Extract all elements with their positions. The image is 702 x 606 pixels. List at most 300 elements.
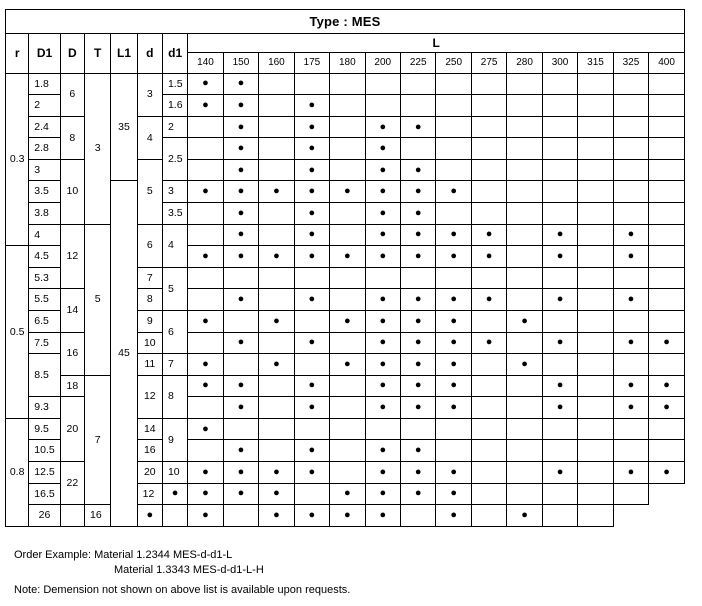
empty-cell: [471, 505, 506, 527]
empty-cell: [578, 203, 613, 225]
available-dot: ●: [223, 116, 258, 138]
empty-cell: [649, 310, 685, 332]
available-dot: ●: [436, 483, 471, 505]
available-dot: ●: [613, 332, 648, 354]
available-dot: ●: [436, 224, 471, 246]
length-header: 175: [294, 53, 329, 73]
empty-cell: [613, 181, 648, 203]
d1-sub-cell: 1.5: [162, 73, 187, 95]
available-dot: ●: [542, 332, 577, 354]
d-cell: 9: [137, 310, 162, 332]
available-dot: ●: [542, 397, 577, 419]
empty-cell: [613, 483, 648, 505]
empty-cell: [436, 95, 471, 117]
empty-cell: [578, 375, 613, 397]
available-dot: ●: [294, 203, 329, 225]
table-row: [6, 73, 685, 95]
empty-cell: [223, 310, 258, 332]
header-l: L: [188, 34, 685, 53]
available-dot: ●: [365, 138, 400, 160]
empty-cell: [188, 138, 223, 160]
empty-cell: [507, 73, 542, 95]
empty-cell: [507, 418, 542, 440]
available-dot: ●: [507, 354, 542, 376]
available-dot: ●: [401, 159, 436, 181]
available-dot: ●: [471, 289, 506, 311]
empty-cell: [578, 310, 613, 332]
empty-cell: [259, 397, 294, 419]
available-dot: ●: [649, 332, 685, 354]
empty-cell: [542, 440, 577, 462]
d1-cell: 3: [29, 159, 60, 181]
available-dot: ●: [365, 203, 400, 225]
header-d1: d1: [162, 34, 187, 73]
empty-cell: [578, 289, 613, 311]
L1-cell: 35: [111, 73, 137, 181]
available-dot: ●: [436, 246, 471, 268]
empty-cell: [578, 332, 613, 354]
available-dot: ●: [223, 138, 258, 160]
empty-cell: [613, 203, 648, 225]
available-dot: ●: [294, 397, 329, 419]
available-dot: ●: [365, 181, 400, 203]
available-dot: ●: [401, 246, 436, 268]
available-dot: ●: [330, 483, 365, 505]
empty-cell: [259, 224, 294, 246]
d1-cell: 2.4: [29, 116, 60, 138]
empty-cell: [649, 159, 685, 181]
available-dot: ●: [613, 375, 648, 397]
d-cell: 5: [137, 159, 162, 224]
available-dot: ●: [137, 505, 162, 527]
available-dot: ●: [162, 483, 187, 505]
length-header: 200: [365, 53, 400, 73]
d1-cell: 16.5: [29, 483, 60, 505]
available-dot: ●: [436, 289, 471, 311]
available-dot: ●: [223, 246, 258, 268]
empty-cell: [649, 138, 685, 160]
empty-cell: [507, 224, 542, 246]
empty-cell: [649, 440, 685, 462]
empty-cell: [471, 375, 506, 397]
d-cell: 4: [137, 116, 162, 159]
empty-cell: [436, 73, 471, 95]
empty-cell: [365, 95, 400, 117]
available-dot: ●: [294, 461, 329, 483]
empty-cell: [259, 159, 294, 181]
available-dot: ●: [294, 159, 329, 181]
d1-sub-cell: 2.5: [162, 138, 187, 181]
d1-sub-cell: 16: [85, 505, 111, 527]
available-dot: ●: [401, 332, 436, 354]
length-header: 400: [649, 53, 685, 73]
d1-cell: 7.5: [29, 332, 60, 354]
available-dot: ●: [259, 181, 294, 203]
D-cell: 16: [60, 332, 84, 375]
d-cell: 3: [137, 73, 162, 116]
empty-cell: [578, 159, 613, 181]
available-dot: ●: [401, 289, 436, 311]
empty-cell: [365, 418, 400, 440]
available-dot: ●: [401, 224, 436, 246]
empty-cell: [471, 73, 506, 95]
empty-cell: [330, 73, 365, 95]
empty-cell: [542, 73, 577, 95]
available-dot: ●: [401, 203, 436, 225]
empty-cell: [471, 203, 506, 225]
d-cell: 20: [137, 461, 162, 483]
available-dot: ●: [223, 181, 258, 203]
d1-cell: 5.3: [29, 267, 60, 289]
D-cell: 10: [60, 159, 84, 224]
available-dot: ●: [436, 181, 471, 203]
empty-cell: [436, 418, 471, 440]
D-cell: 20: [60, 397, 84, 462]
order-example-line-1: [14, 549, 232, 561]
empty-cell: [613, 159, 648, 181]
empty-cell: [330, 267, 365, 289]
available-dot: ●: [365, 483, 400, 505]
d1-cell: 4.5: [29, 246, 60, 268]
empty-cell: [507, 116, 542, 138]
d-cell: 12: [137, 375, 162, 418]
order-example-1: Material 1.2344 MES-d-d1-L: [94, 549, 233, 561]
d1-sub-cell: 9: [162, 418, 187, 461]
available-dot: ●: [294, 138, 329, 160]
empty-cell: [542, 95, 577, 117]
empty-cell: [613, 418, 648, 440]
empty-cell: [613, 354, 648, 376]
length-header: 150: [223, 53, 258, 73]
available-dot: ●: [294, 289, 329, 311]
empty-cell: [613, 138, 648, 160]
header-d: d: [137, 34, 162, 73]
available-dot: ●: [436, 332, 471, 354]
d-cell: 6: [137, 224, 162, 267]
empty-cell: [294, 418, 329, 440]
header-d: D: [60, 34, 84, 73]
available-dot: ●: [223, 375, 258, 397]
header-d1: D1: [29, 34, 60, 73]
available-dot: ●: [542, 246, 577, 268]
empty-cell: [259, 116, 294, 138]
d-cell: 7: [137, 267, 162, 289]
empty-cell: [330, 397, 365, 419]
available-dot: ●: [294, 181, 329, 203]
empty-cell: [613, 310, 648, 332]
d1-cell: 3.8: [29, 203, 60, 225]
r-cell: 0.3: [6, 73, 29, 246]
empty-cell: [649, 95, 685, 117]
T-cell: 5: [85, 224, 111, 375]
empty-cell: [578, 181, 613, 203]
available-dot: ●: [471, 224, 506, 246]
available-dot: ●: [188, 505, 223, 527]
available-dot: ●: [649, 461, 685, 483]
empty-cell: [542, 159, 577, 181]
empty-cell: [401, 138, 436, 160]
empty-cell: [471, 116, 506, 138]
empty-cell: [507, 267, 542, 289]
available-dot: ●: [613, 224, 648, 246]
empty-cell: [188, 440, 223, 462]
empty-cell: [436, 203, 471, 225]
empty-cell: [223, 354, 258, 376]
D-cell: 8: [60, 116, 84, 159]
table-title: Type : MES: [6, 10, 685, 34]
available-dot: ●: [294, 332, 329, 354]
header-row: [6, 34, 685, 53]
available-dot: ●: [436, 461, 471, 483]
empty-cell: [436, 267, 471, 289]
available-dot: ●: [223, 95, 258, 117]
spec-table: [5, 9, 685, 527]
empty-cell: [471, 354, 506, 376]
d1-cell: 3.5: [29, 181, 60, 203]
available-dot: ●: [613, 397, 648, 419]
available-dot: ●: [259, 483, 294, 505]
empty-cell: [507, 246, 542, 268]
empty-cell: [294, 73, 329, 95]
available-dot: ●: [507, 505, 542, 527]
empty-cell: [613, 95, 648, 117]
empty-cell: [330, 224, 365, 246]
available-dot: ●: [223, 224, 258, 246]
available-dot: ●: [294, 375, 329, 397]
length-header: 275: [471, 53, 506, 73]
empty-cell: [188, 159, 223, 181]
empty-cell: [542, 203, 577, 225]
T-cell: 7: [85, 375, 111, 504]
header-r: r: [6, 34, 29, 73]
empty-cell: [401, 505, 436, 527]
available-dot: ●: [223, 73, 258, 95]
empty-cell: [330, 289, 365, 311]
empty-cell: [471, 95, 506, 117]
available-dot: ●: [223, 483, 258, 505]
available-dot: ●: [542, 375, 577, 397]
empty-cell: [162, 505, 187, 527]
available-dot: ●: [436, 505, 471, 527]
available-dot: ●: [542, 289, 577, 311]
available-dot: ●: [294, 116, 329, 138]
available-dot: ●: [365, 505, 400, 527]
d1-cell: 8.5: [29, 354, 60, 397]
empty-cell: [507, 95, 542, 117]
empty-cell: [507, 397, 542, 419]
available-dot: ●: [330, 310, 365, 332]
empty-cell: [259, 138, 294, 160]
empty-cell: [578, 354, 613, 376]
d1-cell: 9.3: [29, 397, 60, 419]
empty-cell: [542, 505, 577, 527]
empty-cell: [436, 116, 471, 138]
length-header: 225: [401, 53, 436, 73]
empty-cell: [578, 224, 613, 246]
availability-note: Note: Demension not shown on above list is available upon requests.: [14, 584, 351, 596]
available-dot: ●: [188, 418, 223, 440]
empty-cell: [578, 483, 613, 505]
available-dot: ●: [259, 505, 294, 527]
available-dot: ●: [330, 246, 365, 268]
available-dot: ●: [223, 203, 258, 225]
available-dot: ●: [188, 483, 223, 505]
header-t: T: [85, 34, 111, 73]
empty-cell: [223, 418, 258, 440]
available-dot: ●: [259, 461, 294, 483]
T-cell: 3: [85, 73, 111, 224]
table-row: [6, 224, 685, 246]
available-dot: ●: [649, 375, 685, 397]
empty-cell: [507, 440, 542, 462]
empty-cell: [188, 267, 223, 289]
empty-cell: [259, 289, 294, 311]
empty-cell: [649, 267, 685, 289]
D-cell: 14: [60, 289, 84, 332]
available-dot: ●: [259, 310, 294, 332]
empty-cell: [471, 310, 506, 332]
empty-cell: [542, 116, 577, 138]
empty-cell: [578, 116, 613, 138]
empty-cell: [542, 310, 577, 332]
empty-cell: [330, 116, 365, 138]
empty-cell: [401, 267, 436, 289]
empty-cell: [259, 95, 294, 117]
d1-cell: 2.8: [29, 138, 60, 160]
available-dot: ●: [507, 310, 542, 332]
available-dot: ●: [401, 461, 436, 483]
empty-cell: [471, 397, 506, 419]
available-dot: ●: [223, 159, 258, 181]
d1-cell: 6.5: [29, 310, 60, 332]
available-dot: ●: [401, 375, 436, 397]
available-dot: ●: [649, 397, 685, 419]
empty-cell: [542, 267, 577, 289]
empty-cell: [188, 289, 223, 311]
available-dot: ●: [436, 354, 471, 376]
empty-cell: [613, 267, 648, 289]
available-dot: ●: [223, 332, 258, 354]
empty-cell: [507, 181, 542, 203]
empty-cell: [330, 95, 365, 117]
empty-cell: [542, 483, 577, 505]
available-dot: ●: [294, 246, 329, 268]
available-dot: ●: [223, 440, 258, 462]
available-dot: ●: [365, 310, 400, 332]
available-dot: ●: [365, 440, 400, 462]
empty-cell: [613, 73, 648, 95]
table-row: [6, 375, 685, 397]
d1-sub-cell: 1.6: [162, 95, 187, 117]
empty-cell: [542, 181, 577, 203]
empty-cell: [649, 116, 685, 138]
empty-cell: [259, 440, 294, 462]
empty-cell: [294, 483, 329, 505]
empty-cell: [578, 73, 613, 95]
empty-cell: [436, 159, 471, 181]
table-row: [6, 505, 685, 527]
empty-cell: [542, 418, 577, 440]
empty-cell: [507, 203, 542, 225]
empty-cell: [542, 138, 577, 160]
empty-cell: [330, 375, 365, 397]
available-dot: ●: [613, 246, 648, 268]
r-cell: 0.5: [6, 246, 29, 419]
available-dot: ●: [188, 354, 223, 376]
D-cell: 12: [60, 224, 84, 289]
empty-cell: [649, 73, 685, 95]
d1-sub-cell: 6: [162, 310, 187, 353]
d1-sub-cell: 4: [162, 224, 187, 267]
empty-cell: [223, 505, 258, 527]
D-cell: 6: [60, 73, 84, 116]
empty-cell: [401, 73, 436, 95]
length-header: 180: [330, 53, 365, 73]
length-header: 250: [436, 53, 471, 73]
available-dot: ●: [365, 332, 400, 354]
D-cell: 26: [29, 505, 60, 527]
empty-cell: [649, 203, 685, 225]
available-dot: ●: [188, 310, 223, 332]
available-dot: ●: [365, 375, 400, 397]
empty-cell: [471, 138, 506, 160]
available-dot: ●: [223, 289, 258, 311]
d1-sub-cell: 7: [162, 354, 187, 376]
spec-table-body: [6, 10, 685, 527]
d1-cell: 9.5: [29, 418, 60, 440]
available-dot: ●: [365, 159, 400, 181]
T-cell-empty: [60, 505, 84, 527]
available-dot: ●: [259, 354, 294, 376]
empty-cell: [578, 246, 613, 268]
d1-cell: 10.5: [29, 440, 60, 462]
order-example-2: Material 1.3343 MES-d-d1-L-H: [114, 564, 264, 576]
order-example-label: Order Example:: [14, 549, 92, 561]
d-cell: 11: [137, 354, 162, 376]
empty-cell: [259, 73, 294, 95]
empty-cell: [330, 159, 365, 181]
available-dot: ●: [401, 397, 436, 419]
available-dot: ●: [365, 246, 400, 268]
length-header: 300: [542, 53, 577, 73]
d1-sub-cell: 10: [162, 461, 187, 483]
d1-sub-cell: 3: [162, 181, 187, 203]
available-dot: ●: [542, 461, 577, 483]
available-dot: ●: [330, 354, 365, 376]
empty-cell: [471, 418, 506, 440]
empty-cell: [578, 461, 613, 483]
available-dot: ●: [188, 181, 223, 203]
available-dot: ●: [188, 375, 223, 397]
empty-cell: [330, 440, 365, 462]
empty-cell: [330, 138, 365, 160]
empty-cell: [471, 159, 506, 181]
length-header: 325: [613, 53, 648, 73]
length-header: 315: [578, 53, 613, 73]
empty-cell: [649, 224, 685, 246]
d-cell: 14: [137, 418, 162, 440]
title-row: [6, 10, 685, 34]
d-cell: 8: [137, 289, 162, 311]
available-dot: ●: [613, 289, 648, 311]
available-dot: ●: [365, 461, 400, 483]
empty-cell: [259, 203, 294, 225]
available-dot: ●: [365, 224, 400, 246]
empty-cell: [578, 418, 613, 440]
d-cell: 16: [137, 440, 162, 462]
empty-cell: [471, 461, 506, 483]
empty-cell: [649, 354, 685, 376]
